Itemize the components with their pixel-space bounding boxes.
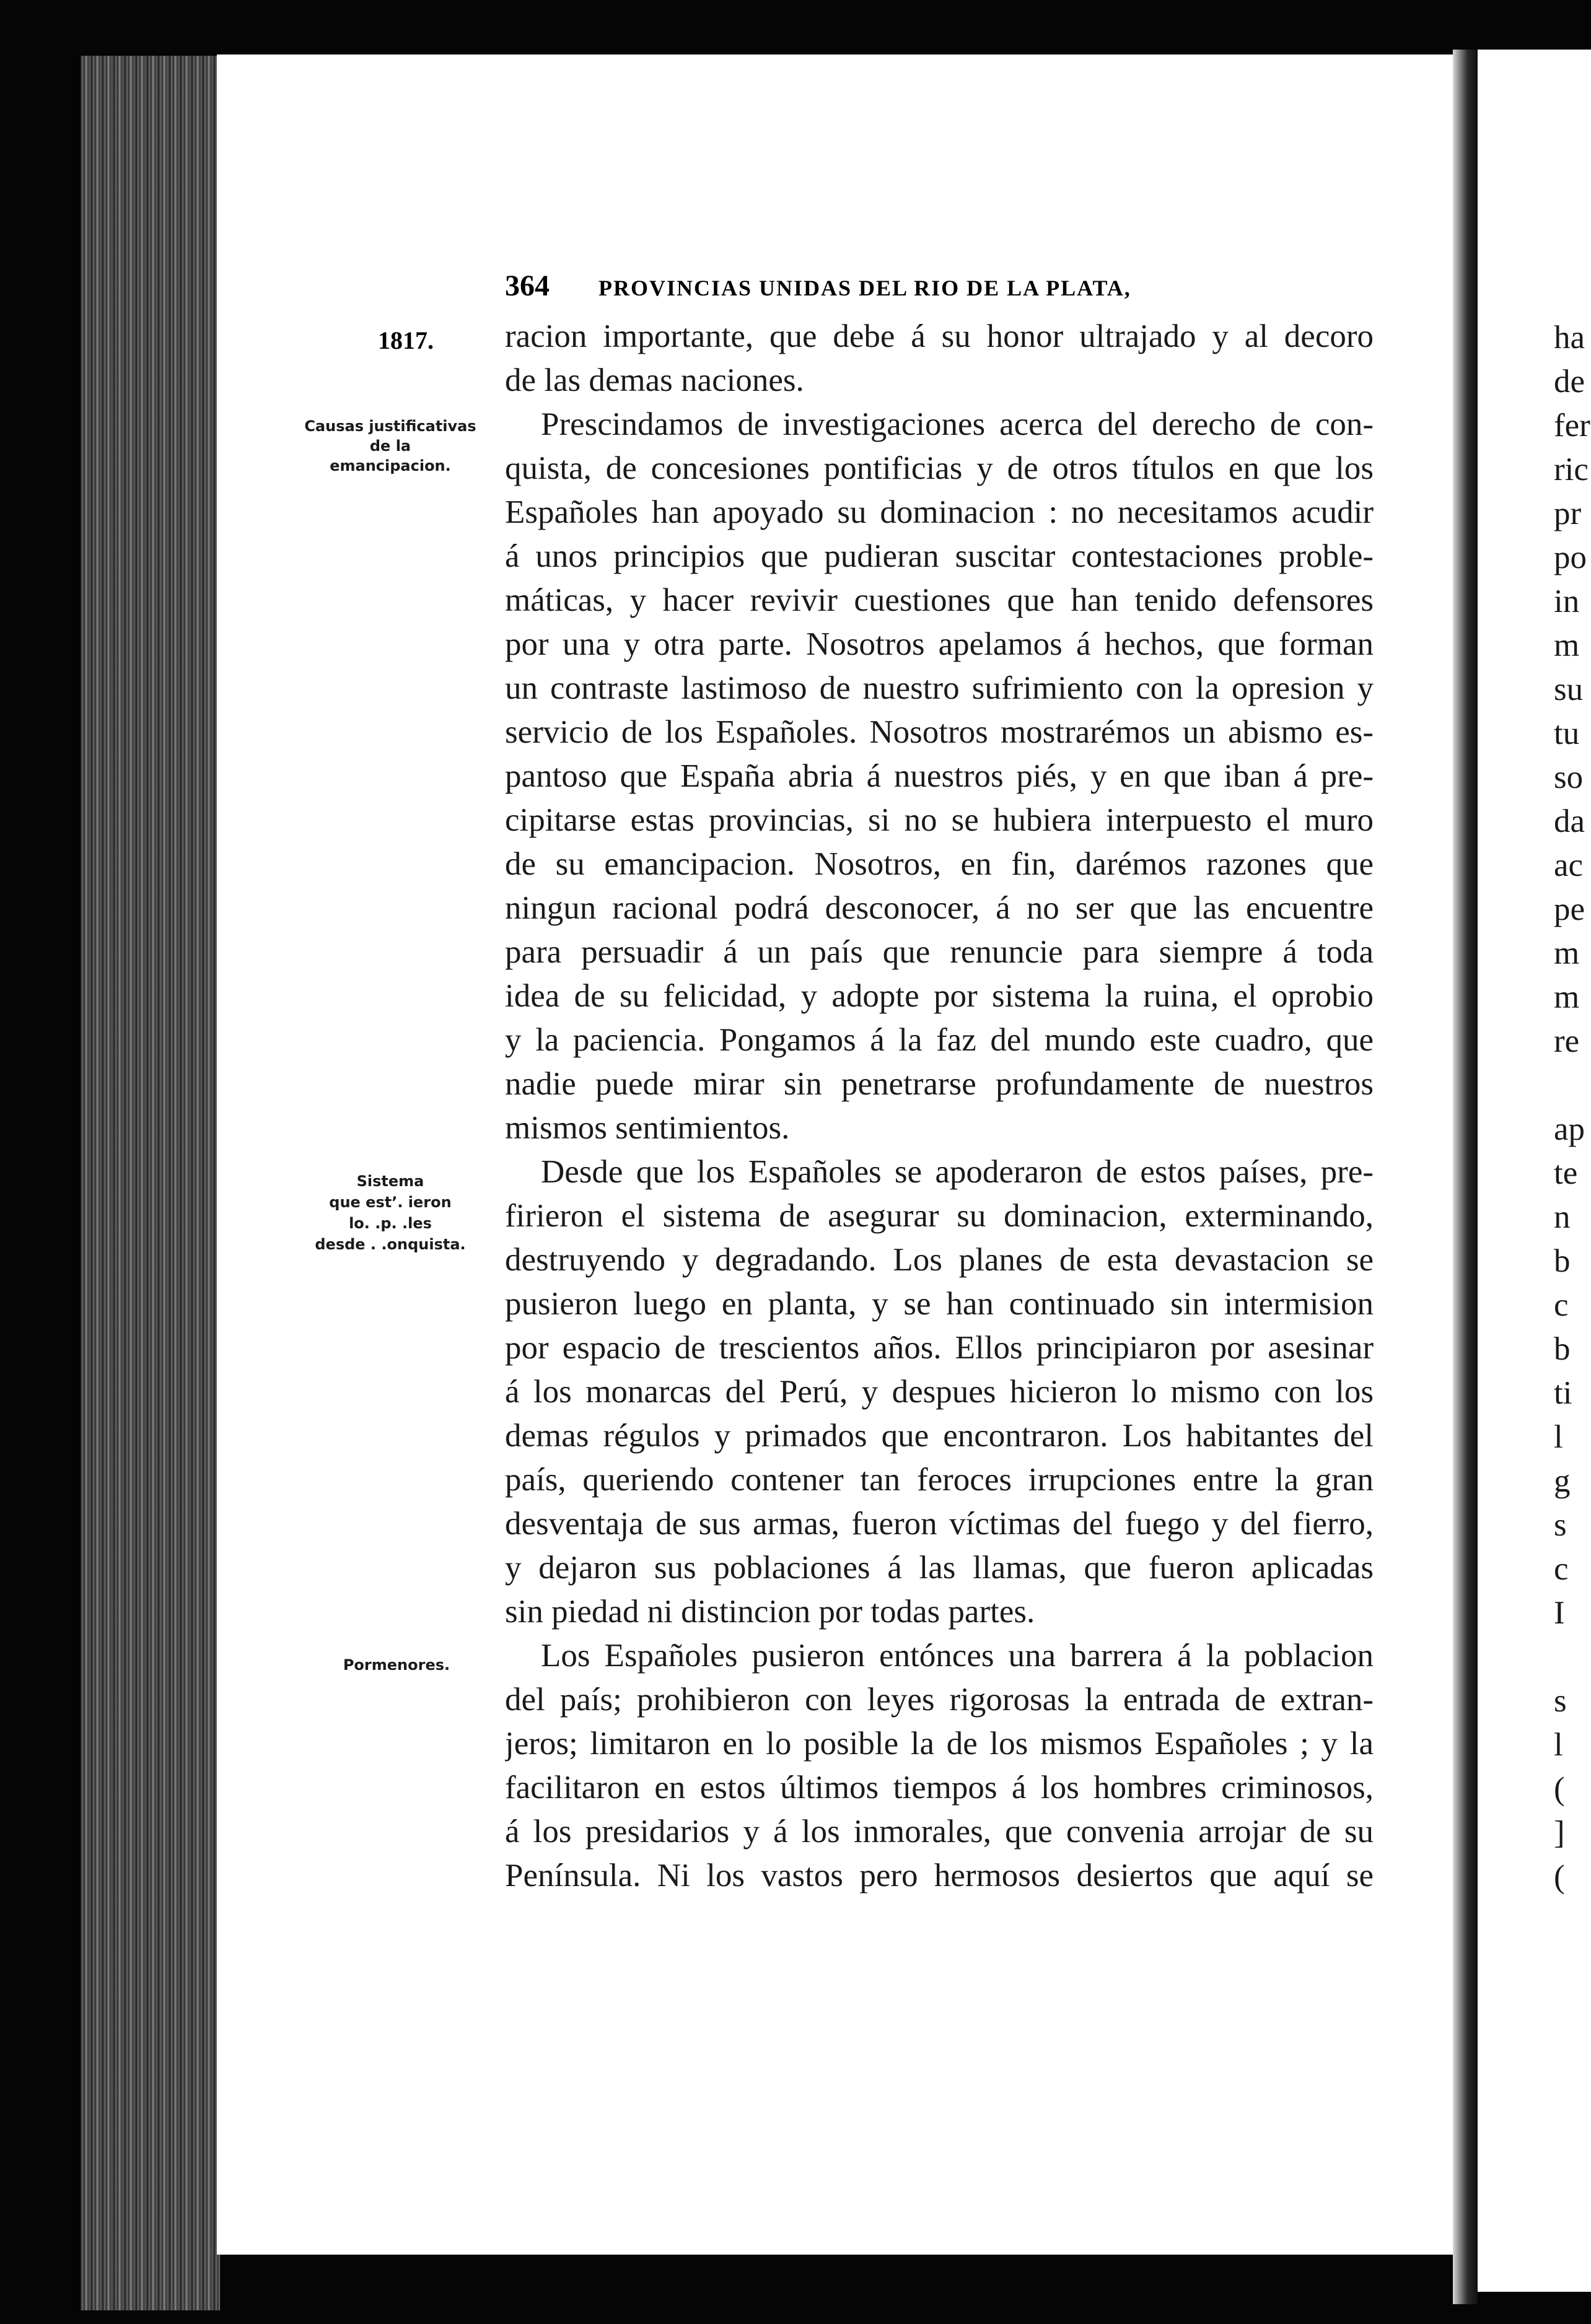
facing-line-fragment: g: [1554, 1463, 1571, 1499]
text-line: idea de su felicidad, y adopte por sistema la ruina, el oprobio: [505, 978, 1374, 1014]
text-line: país, queriendo contener tan feroces irrupciones entre la gran: [505, 1462, 1374, 1498]
margin-note-line: que estʼ. ieron: [329, 1194, 452, 1211]
margin-note-line: emancipacion.: [330, 457, 451, 474]
margin-year: 1817.: [378, 326, 434, 354]
facing-line-fragment: [1554, 1635, 1591, 1679]
text-line: facilitaron en estos últimos tiempos á los hombres criminosos,: [505, 1770, 1374, 1806]
text-line: Españoles han apoyado su dominacion : no necesitamos acudir: [505, 494, 1374, 530]
facing-line-fragment: su: [1554, 671, 1584, 707]
facing-page-text: [1554, 316, 1591, 1899]
text-line: por una y otra parte. Nosotros apelamos á hechos, que forman: [505, 626, 1374, 662]
text-line: quista, de concesiones pontificias y de otros títulos en que los: [505, 450, 1374, 486]
text-line: ningun racional podrá desconocer, á no ser que las encuentre: [505, 890, 1374, 926]
text-line: nadie puede mirar sin penetrarse profundamente de nuestros: [505, 1066, 1374, 1102]
facing-line-fragment: b: [1554, 1331, 1571, 1367]
facing-line-fragment: ac: [1554, 847, 1584, 883]
text-line: destruyendo y degradando. Los planes de esta devastacion se: [505, 1242, 1374, 1278]
margin-note-sistema: [297, 1171, 483, 1255]
text-line: para persuadir á un país que renuncie para siempre á toda: [505, 934, 1374, 970]
facing-line-fragment: l: [1554, 1727, 1563, 1763]
text-line: pusieron luego en planta, y se han continuado sin intermision: [505, 1286, 1374, 1322]
text-line: cipitarse estas provincias, si no se hubiera interpuesto el muro: [505, 802, 1374, 838]
text-line: demas régulos y primados que encontraron. Los habitantes del: [505, 1418, 1374, 1454]
facing-line-fragment: b: [1554, 1243, 1571, 1279]
facing-line-fragment: da: [1554, 803, 1585, 839]
facing-line-fragment: [1554, 1064, 1591, 1107]
facing-line-fragment: c: [1554, 1551, 1569, 1587]
text-line: Prescindamos de investigaciones acerca del derecho de con-: [541, 406, 1374, 442]
text-line: á unos principios que pudieran suscitar contestaciones proble-: [505, 538, 1374, 574]
facing-line-fragment: in: [1554, 583, 1580, 619]
text-line: firieron el sistema de asegurar su dominacion, exterminando,: [505, 1198, 1374, 1234]
margin-note-line: desde . .onquista.: [315, 1236, 466, 1253]
facing-line-fragment: de: [1554, 364, 1585, 400]
text-line: pantoso que España abria á nuestros piés, y en que iban á pre-: [505, 758, 1374, 794]
text-line: á los presidarios y á los inmorales, que convenia arrojar de su: [505, 1814, 1374, 1850]
running-head-title: PROVINCIAS UNIDAS DEL RIO DE LA PLATA,: [598, 276, 1131, 300]
facing-line-fragment: (: [1554, 1771, 1565, 1807]
facing-line-fragment: m: [1554, 627, 1580, 663]
text-line: mismos sentimientos.: [505, 1110, 790, 1146]
text-line: del país; prohibieron con leyes rigorosas la entrada de extran-: [505, 1682, 1374, 1718]
facing-line-fragment: m: [1554, 935, 1580, 971]
text-line: desventaja de sus armas, fueron víctimas del fuego y del fierro,: [505, 1506, 1374, 1542]
margin-note-pormenores: [322, 1655, 471, 1675]
text-line: y la paciencia. Pongamos á la faz del mundo este cuadro, que: [505, 1022, 1374, 1058]
margin-note-line: lo. .p. .les: [349, 1215, 432, 1232]
facing-line-fragment: s: [1554, 1683, 1567, 1719]
text-line: jeros; limitaron en lo posible la de los mismos Españoles ; y la: [505, 1726, 1374, 1762]
margin-note-line: Sistema: [356, 1173, 424, 1190]
facing-line-fragment: te: [1554, 1155, 1578, 1191]
facing-line-fragment: n: [1554, 1199, 1571, 1235]
facing-line-fragment: m: [1554, 979, 1580, 1015]
facing-line-fragment: ha: [1554, 320, 1585, 356]
page-number: 364: [505, 269, 550, 302]
margin-note-line: Pormenores.: [343, 1656, 450, 1674]
facing-line-fragment: (: [1554, 1859, 1565, 1895]
text-line: máticas, y hacer revivir cuestiones que han tenido defensores: [505, 582, 1374, 618]
facing-line-fragment: fer: [1554, 408, 1590, 443]
facing-line-fragment: ]: [1554, 1815, 1565, 1851]
facing-line-fragment: tu: [1554, 715, 1580, 751]
text-line: Península. Ni los vastos pero hermosos desiertos que aquí se: [505, 1858, 1374, 1894]
page-edges: [81, 56, 220, 2310]
text-line: á los monarcas del Perú, y despues hicieron lo mismo con los: [505, 1374, 1374, 1410]
margin-note-line: de la: [369, 437, 411, 455]
facing-line-fragment: c: [1554, 1287, 1569, 1323]
text-line: de las demas naciones.: [505, 362, 804, 398]
facing-line-fragment: ti: [1554, 1375, 1572, 1411]
facing-line-fragment: pe: [1554, 891, 1585, 927]
facing-line-fragment: ric: [1554, 452, 1589, 487]
text-line: y dejaron sus poblaciones á las llamas, que fueron aplicadas: [505, 1550, 1374, 1586]
facing-line-fragment: I: [1554, 1595, 1565, 1631]
facing-line-fragment: pr: [1554, 496, 1582, 531]
text-line: sin piedad ni distincion por todas partes.: [505, 1594, 1035, 1630]
running-head: [505, 268, 1372, 305]
facing-line-fragment: so: [1554, 759, 1584, 795]
text-line: Los Españoles pusieron entónces una barrera á la poblacion: [541, 1638, 1374, 1674]
margin-note-causas: [297, 416, 483, 476]
facing-line-fragment: re: [1554, 1023, 1580, 1059]
facing-line-fragment: po: [1554, 540, 1587, 575]
text-line: servicio de los Españoles. Nosotros mostrarémos un abismo es-: [505, 714, 1374, 750]
facing-line-fragment: s: [1554, 1507, 1567, 1543]
text-line: de su emancipacion. Nosotros, en fin, darémos razones que: [505, 846, 1374, 882]
book-gutter: [1453, 50, 1478, 2304]
facing-line-fragment: ap: [1554, 1111, 1585, 1147]
text-line: Desde que los Españoles se apoderaron de estos países, pre-: [541, 1154, 1374, 1190]
margin-note-line: Causas justificativas: [304, 417, 476, 435]
text-line: por espacio de trescientos años. Ellos principiaron por asesinar: [505, 1330, 1374, 1366]
text-line: un contraste lastimoso de nuestro sufrimiento con la opresion y: [505, 670, 1374, 706]
body-text: [505, 315, 1374, 1898]
text-line: racion importante, que debe á su honor ultrajado y al decoro: [505, 318, 1374, 354]
facing-line-fragment: l: [1554, 1419, 1563, 1455]
